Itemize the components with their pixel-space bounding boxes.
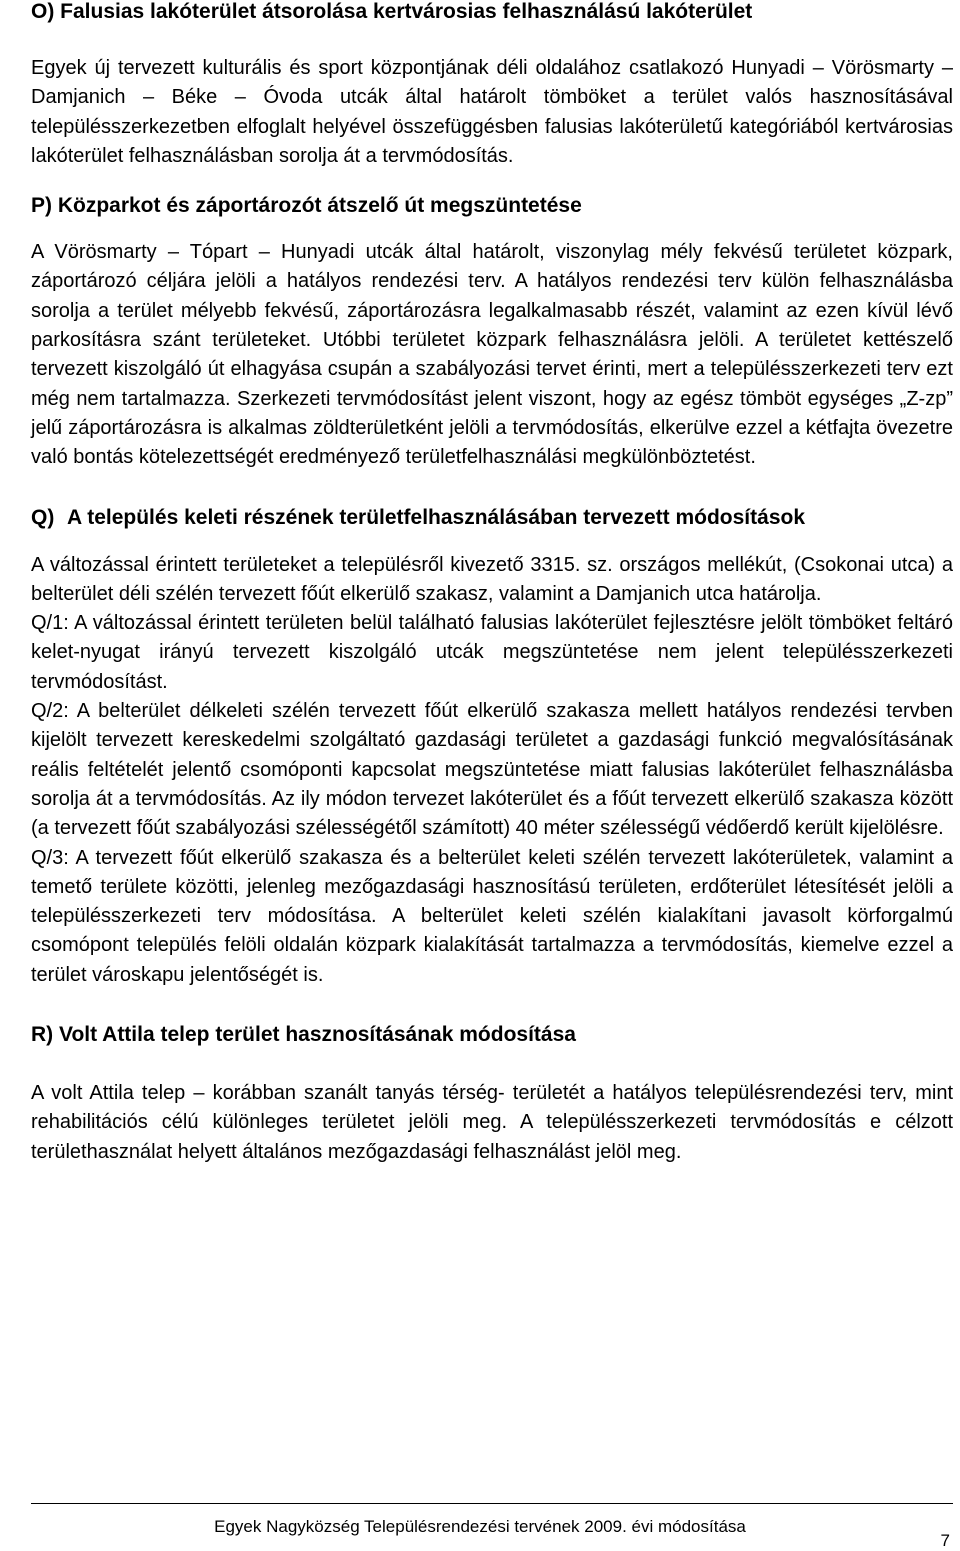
- section-o-paragraph: Egyek új tervezett kulturális és sport központjának déli oldalához csatlakozó Hunyadi – Vörösmarty – Damjanich – Béke – Óvoda utcák által határolt tömböket a terület valós hasznosításával településszerkezetben elfoglalt helyével összefüggésben falusias lakóterületű kategóriából kertvárosias lakóterület felhasználásban sorolja át a tervmódosítás.: [31, 57, 953, 167]
- section-o-heading: O) Falusias lakóterület átsorolása kertvárosias felhasználású lakóterület: [31, 0, 753, 23]
- footer-divider: [31, 1503, 953, 1504]
- page-number: 7: [940, 1531, 950, 1550]
- section-q-heading: [31, 503, 953, 532]
- section-q-heading-text: A település keleti részének területfelhasználásában tervezett módosítások: [67, 505, 806, 529]
- section-r-paragraph: A volt Attila telep – korábban szanált tanyás térség- területét a hatályos településrendezési terv, mint rehabilitációs célú különleges területet jelöli meg. A településszerkezeti tervmódosítás e célzott területhasználat helyett általános mezőgazdasági felhasználást jelöl meg.: [31, 1082, 953, 1163]
- document-page: [31, 0, 953, 1167]
- section-p-paragraph: A Vörösmarty – Tópart – Hunyadi utcák által határolt, viszonylag mély fekvésű területet közpark, záportározó céljára jelöli a hatályos rendezési terv. A hatályos rendezési terv külön felhasználásba sorolja a terület mélyebb fekvésű, záportározásra legalkalmasabb részét, valamint az ezen kívül lévő parkosításra szánt területeket. Utóbbi területet közpark felhasználásra jelöli. A területet kettészelő tervezett kiszolgáló út elhagyása csupán a szabályozási tervet érinti, mert a településszerkezeti terv ezt még nem tartalmazza. Szerkezeti tervmódosítást jelent viszont, hogy az egész tömböt egységes „Z-zp” jelű záportározásra is alkalmas zöldterületként jelöli a tervmódosítás, elkerülve ezzel a kétfajta övezetre való bontás kötelezettségét eredményező területfelhasználási megkülönböztetést.: [31, 241, 953, 469]
- footer-title: Egyek Nagyközség Településrendezési tervének 2009. évi módosítása: [214, 1517, 746, 1536]
- section-q-paragraph-intro: A változással érintett területeket a településről kivezető 3315. sz. országos mellékút, (Csokonai utca) a belterület déli szélén tervezett főút elkerülő szakasz, valamint a Damjanich utca határolja.: [31, 553, 953, 605]
- section-q-paragraph-q1: Q/1: A változással érintett területen belül található falusias lakóterület fejlesztésre jelölt tömböket feltáró kelet-nyugat irányú tervezett kiszolgáló utcák megszüntetése nem jelent településszerkezeti tervmódosítást.: [31, 612, 953, 693]
- section-q-heading-letter: Q): [31, 505, 55, 529]
- section-p-heading: P) Közparkot és záportározót átszelő út megszüntetése: [31, 194, 582, 218]
- section-q-paragraph-q3: Q/3: A tervezett főút elkerülő szakasza és a belterület keleti szélén tervezett lakóterületek, valamint a temető területe közötti, jelenleg mezőgazdasági hasznosítású területen, erdőterület létesítését jelöli a településszerkezeti terv módosítása. A belterület keleti szélén kialakítani javasolt körforgalmú csomópont település felöli oldalán közpark kialakítását tartalmazza a tervmódosítás, kiemelve ezzel a terület városkapu jelentőségét is.: [31, 846, 953, 986]
- section-q-paragraph-q2: Q/2: A belterület délkeleti szélén tervezett főút elkerülő szakasza mellett hatályos rendezési tervben kijelölt tervezett kereskedelmi szolgáltató gazdasági területet a gazdasági funkció megvalósításának reális feltételét jelentő csomóponti kapcsolat megszüntetése miatt falusias lakóterület felhasználásba sorolja át a tervmódosítás. Az ily módon tervezet lakóterület és a főút tervezett elkerülő szakasza között (a tervezett főút szabályozási szélességétől számított) 40 méter szélességű védőerdő került kijelölésre.: [31, 700, 953, 840]
- section-r-heading: R) Volt Attila telep terület hasznosításának módosítása: [31, 1023, 576, 1047]
